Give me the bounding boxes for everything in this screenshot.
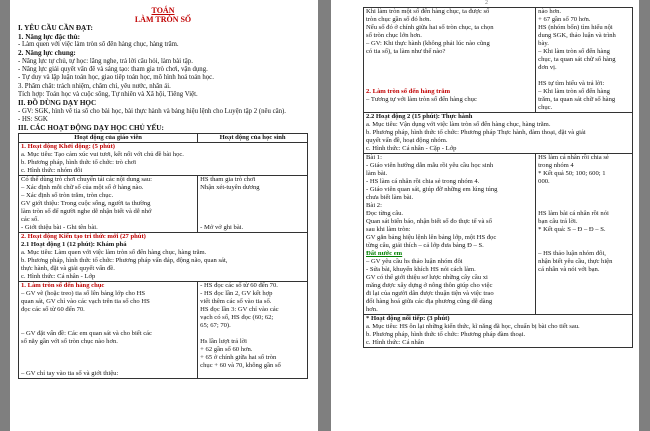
cell-line: + 65 ở chính giữa hai số tròn	[200, 353, 277, 361]
cell-line: c. Hình thức: Cá nhân - Cặp - Lớp	[366, 145, 457, 152]
cell-line: – Khi làm tròn số đến hàng	[538, 48, 610, 55]
cell-line: nhận biết yêu cầu, thực hiện	[538, 258, 613, 265]
cell-teacher-explore	[19, 281, 198, 378]
cell-line: bày.	[538, 40, 549, 47]
cell-line: số nằy gần với số tròn chục nào hơn.	[21, 337, 118, 345]
cell-line: Nếu số đó ở chính giữa hai số tròn chục, ta chọn	[366, 24, 494, 31]
cell-line: - Giáo viên hướng dẫn mẫu rồi yêu cầu học sinh	[366, 162, 494, 169]
cell-line: Đất nước em	[366, 250, 403, 257]
cell-line	[200, 216, 305, 224]
cell-line: vạch có số, HS đọc (60; 62;	[200, 313, 274, 321]
cell-line: – GV đặt vấn đề: Các em quan sát và cho biết các	[21, 329, 152, 337]
cell-line: Đọc từng câu.	[366, 210, 404, 217]
lesson-title: LÀM TRÒN SỐ	[134, 15, 192, 24]
subject-title: TOÁN	[151, 6, 175, 15]
heading-requirements: I. YÊU CẦU CẦN ĐẠT:	[18, 24, 93, 32]
cell-line: sau khi làm tròn:	[366, 226, 411, 233]
cell-line: – Khi làm tròn số đến hàng	[538, 88, 610, 95]
cell-line: Hs lần lượt trả lời	[200, 337, 247, 345]
text-line: - Năng lực giải quyết vấn đề và sáng tạo: tham gia trò chơi, vận dụng.	[18, 66, 208, 74]
cell-line: 65; 67; 70).	[200, 321, 231, 329]
cell-line: HS tự tìm hiểu và trả lời:	[538, 80, 605, 87]
cell-line	[200, 208, 305, 216]
cell-line: Bài 2:	[366, 202, 382, 209]
cell-line: làm tròn số để người nghe dễ nhận biết và dễ nhớ	[21, 207, 152, 215]
row-warmup	[19, 142, 308, 175]
cell-line: a. Mục tiêu: Làm quen với việc làm tròn số đến hàng chục, hàng trăm.	[21, 248, 207, 256]
cell-student-warmup	[198, 175, 308, 232]
cell-line: tròn chục gần số đó hơn.	[366, 16, 432, 23]
cell-line: làm bài.	[366, 170, 388, 177]
activities-table-right	[363, 7, 633, 348]
cell-line: HS làm cá nhân rồi chia sẻ	[538, 154, 609, 161]
cell-line: đi lại của người dân được thuận tiện và việc trao	[366, 290, 494, 297]
cell-line: - HS đọc các số từ 60 đến 70.	[200, 281, 278, 289]
cell-line: HS làm bài cá nhân rồi nói	[538, 210, 609, 217]
cell-line: 2.1 Hoạt động 1 (12 phút): Khám phá	[21, 240, 127, 248]
cell-line: b. Phương pháp, hình thức tổ chức: Phương pháp vấn đáp, động não, quan sát,	[21, 256, 228, 264]
cell-line: 2. Hoạt động Kiến tạo tri thức mới (27 phút)	[21, 232, 146, 240]
cell-line: hơn.	[366, 306, 378, 313]
cell-line: – Tương tự với làm tròn số đến hàng chục	[366, 96, 477, 103]
cell-line: đơn vị.	[538, 64, 557, 71]
cell-line: – GV vẽ (hoặc treo) tia số lên bảng lớp cho HS	[21, 289, 146, 297]
cell-teacher-warmup	[19, 175, 198, 232]
cell-line: + 62 gần số 60 hơn.	[200, 345, 253, 353]
activities-table-left	[18, 133, 308, 379]
cell-line: - Mở vở ghi bài.	[200, 223, 244, 231]
cell-line: chục, ta quan sát chữ số hàng	[538, 56, 616, 63]
cell-line: - HS làm cá nhân rồi chia sẻ trong nhóm 4.	[366, 178, 480, 185]
cell-student-practice	[536, 154, 633, 315]
cell-line	[21, 314, 195, 322]
cell-line	[366, 80, 533, 88]
cell-line: dung SGK, thảo luận và trình	[538, 32, 616, 39]
cell-line: trăm, ta quan sát chữ số hàng	[538, 96, 616, 103]
cell-line: quyết vấn đề, hoạt động nhóm.	[366, 137, 448, 144]
heading-general: 2. Năng lực chung:	[18, 49, 76, 58]
cell-line: số tròn chục lớn hơn.	[366, 32, 422, 39]
cell-teacher-rounding	[364, 8, 536, 113]
cell-line	[538, 186, 630, 194]
cell-line: thực hành, đặt và giải quyết vấn đề.	[21, 264, 115, 272]
cell-line: cá nhân và nói với bạn.	[538, 266, 600, 273]
cell-line: măng được xây dựng ở nông thôn giúp cho việc	[366, 282, 493, 289]
cell-line: HS đọc lần 3: GV chỉ vào các	[200, 305, 279, 313]
cell-line: các số.	[21, 215, 39, 223]
row-new-knowledge	[19, 232, 308, 281]
cell-line: * Kết quả: S – Đ – Đ – S.	[538, 226, 606, 233]
cell-line: c. Hình thức: Cá nhân - Lớp	[21, 272, 96, 280]
cell-line: bạn câu trả lời.	[538, 218, 578, 225]
cell-line: a. Mục tiêu: Tạo cảm xúc vui tươi, kết nối với chủ đề bài học.	[21, 150, 184, 158]
cell-line: - Giáo viên quan sát, giúp đỡ những em lúng túng	[366, 186, 498, 193]
row-practice	[364, 113, 633, 154]
cell-line: Khi làm tròn một số đến hàng chục, ta được số	[366, 8, 490, 15]
cell-line: chưa biết làm bài.	[366, 194, 414, 201]
cell-line: HS tham gia trò chơi	[200, 175, 256, 183]
cell-line: từng câu, giải thích – cả lớp đưa bảng Đ – S.	[366, 242, 484, 249]
text-line: - Tự duy và lập luận toán học, giao tiếp toán học, mô hình hoá toán học.	[18, 74, 214, 82]
cell-line: – GV chỉ tay vào tia số và giới thiệu:	[21, 369, 119, 377]
cell-line: c. Hình thức: Cá nhân	[366, 339, 424, 346]
row-followup	[364, 315, 633, 348]
cell-line: 000.	[538, 178, 550, 185]
text-line: 3. Phẩm chất: trách nhiệm, chăm chỉ, yêu nước, nhân ái.	[18, 82, 171, 90]
document-page-left	[10, 0, 318, 431]
cell-line: Nhận xét-tuyên dương	[200, 183, 260, 191]
cell-line: HS (nhóm bốn) tìm hiểu nội	[538, 24, 613, 31]
cell-line	[21, 362, 195, 370]
cell-line	[538, 194, 630, 202]
th-teacher: Hoạt động của giáo viên	[19, 133, 198, 142]
cell-line: – GV yêu cầu hs thảo luận nhóm đôi	[366, 258, 463, 265]
cell-line: - HS đọc lần 2, GV kết hợp	[200, 289, 273, 297]
cell-line: Có thể dùng trò chơi chuyển tải các nội dung sau:	[21, 175, 152, 183]
text-line: - Năng lực tự chủ, tự học: lắng nghe, trả lời câu hỏi, làm bài tập.	[18, 57, 193, 65]
cell-line	[538, 72, 630, 80]
cell-line: Quan sát biển báo, nhận biết số đo thực tế và số	[366, 218, 492, 225]
cell-line: 1. Hoạt động Khởi động: (5 phút)	[21, 142, 115, 150]
cell-line: * Hoạt động nối tiếp: (3 phút)	[366, 315, 450, 322]
cell-line: GV giới thiệu: Trong cuộc sống, người ta thường	[21, 199, 151, 207]
cell-line	[21, 354, 195, 362]
cell-line: b. Phương pháp, hình thức tổ chức: Phương pháp Thực hành, đàm thoại, đặt và giải	[366, 129, 586, 136]
cell-line: GV gắn bảng hiệu lệnh lên bảng lớp, một HS đọc	[366, 234, 497, 241]
cell-line: đổi hàng hoá giữa các địa phương cũng dễ dàng	[366, 298, 493, 305]
document-page-right	[331, 0, 639, 431]
cell-teacher-practice	[364, 154, 536, 315]
cell-line: chục.	[538, 104, 553, 111]
cell-line: b. Phương pháp, hình thức tổ chức: trò chơi	[21, 158, 137, 166]
heading-competence: 1. Năng lực đặc thù:	[18, 32, 81, 41]
cell-line: nào hơn.	[538, 8, 562, 15]
cell-line	[366, 64, 533, 72]
cell-line: - Giới thiệu bài - Ghi tên bài.	[21, 223, 98, 231]
cell-line: 2. Làm tròn số đến hàng trăm	[366, 88, 451, 95]
cell-line: trong nhóm 4	[538, 162, 574, 169]
cell-line	[21, 346, 195, 354]
cell-line: – Xác định số tròn trăm, tròn chục.	[21, 191, 114, 199]
cell-line: - Sửa bài, khuyến khích HS nói cách làm.	[366, 266, 476, 273]
cell-line	[538, 234, 630, 242]
cell-line: a. Mục tiêu: Vận dụng với việc làm tròn số đến hàng chục, hàng trăm.	[366, 121, 551, 128]
cell-line: – Xác định mỗi chữ số của một số ở hàng nào.	[21, 183, 144, 191]
cell-line	[200, 200, 305, 208]
cell-line: 1. Làm tròn số đến hàng chục	[21, 281, 105, 289]
heading-materials: II. ĐỒ DÙNG DẠY HỌC	[18, 99, 97, 107]
cell-line: – HS thảo luận nhóm đôi,	[538, 250, 606, 257]
heading-activities: III. CÁC HOẠT ĐỘNG DẠY HỌC CHỦ YẾU:	[18, 124, 164, 132]
th-student: Hoạt động của học sinh	[198, 133, 308, 142]
cell-line	[538, 202, 630, 210]
cell-line: quan sát, GV chỉ vào các vạch trên tia số cho HS	[21, 297, 150, 305]
cell-line: + 67 gần số 70 hơn.	[538, 16, 591, 23]
cell-line: 2.2 Hoạt động 2 (15 phút): Thực hành	[366, 113, 473, 120]
text-line: - Làm quen với việc làm tròn số đến hàng chục, hàng trăm.	[18, 41, 179, 49]
cell-line: viết thêm các số vào tia số.	[200, 297, 272, 305]
cell-line: chục + 60 và 70, không gần số	[200, 361, 281, 369]
cell-line	[538, 242, 630, 250]
cell-line: GV có thể giới thiệu sơ lược những cây cầu xi	[366, 274, 488, 281]
cell-line: Bài 1:	[366, 154, 382, 161]
text-line: Tích hợp: Toán học và cuộc sống, Tự nhiên và Xã hội, Tiếng Việt.	[18, 90, 198, 98]
cell-line: a. Mục tiêu: HS ôn lại những kiến thức, kĩ năng đã học, chuẩn bị bài cho tiết sau.	[366, 323, 580, 330]
text-line: - HS: SGK	[18, 115, 48, 123]
cell-student-explore	[198, 281, 308, 378]
cell-line	[200, 192, 305, 200]
cell-line: – GV: Khi thực hành (không phải lúc nào cũng	[366, 40, 490, 47]
cell-line: c. Hình thức: nhóm đôi	[21, 166, 83, 174]
cell-student-rounding	[536, 8, 633, 113]
page-number: 2	[485, 0, 488, 6]
cell-line: * Kết quả 50; 100; 600; 1	[538, 170, 606, 177]
cell-line: đọc các số từ 60 đến 70.	[21, 305, 85, 313]
cell-line	[200, 330, 305, 338]
cell-line	[366, 72, 533, 80]
text-line: - GV: SGK, hình vẽ tia số cho bài học, bài thực hành và bảng hiệu lệnh cho Luyện tập 2 (nếu cần).	[18, 107, 286, 115]
cell-line	[21, 322, 195, 330]
cell-line: có tia số), ta làm như thế nào?	[366, 48, 446, 55]
cell-line	[366, 56, 533, 64]
cell-line: b. Phương pháp, hình thức tổ chức: Phương pháp đàm thoại.	[366, 331, 526, 338]
